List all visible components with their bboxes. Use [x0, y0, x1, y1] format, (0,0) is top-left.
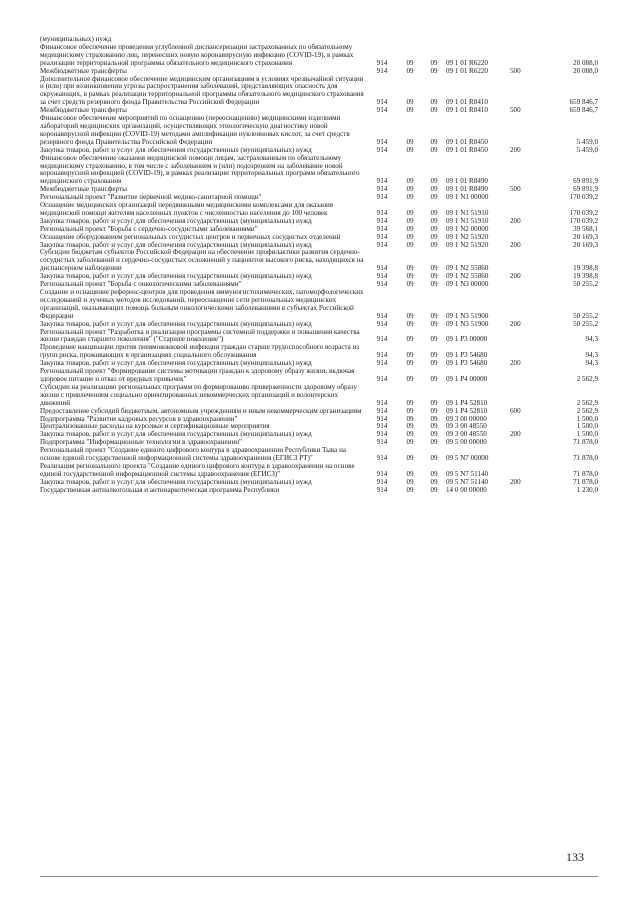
row-ministry-code: 914 — [376, 477, 388, 486]
row-subsection-code: 09 — [430, 374, 438, 383]
row-description: Финансовое обеспечение мероприятий по оснащению (переоснащению) медицинскими изделиями лабораторий медицинских организаций, осуществляющих этиологическую диагностику новой коронавирусной инфекции (COVID-19) методами амплификации нуклеиновых кислот, за счет средств резервного фонда Правительства Российской Федерации — [40, 114, 350, 146]
row-amount: 2 562,9 — [576, 406, 598, 415]
table-row — [40, 344, 598, 360]
table-row — [40, 463, 598, 479]
row-subsection-code: 09 — [430, 430, 438, 439]
page-number: 133 — [566, 850, 584, 864]
row-subsection-code: 09 — [430, 208, 438, 217]
row-subsection-code: 09 — [430, 58, 438, 67]
row-target-article-code: 09 1 01 R8490 — [446, 185, 488, 194]
row-subsection-code: 09 — [430, 311, 438, 320]
row-amount: 20 169,3 — [573, 240, 598, 249]
row-ministry-code: 914 — [376, 374, 388, 383]
row-description: Межбюджетные трансферты — [40, 185, 127, 194]
row-section-code: 09 — [406, 319, 414, 328]
row-ministry-code: 914 — [376, 216, 388, 225]
row-ministry-code: 914 — [376, 398, 388, 407]
row-section-code: 09 — [406, 454, 414, 463]
row-section-code: 09 — [406, 224, 414, 233]
row-subsection-code: 09 — [430, 414, 438, 423]
row-amount: 19 398,8 — [573, 272, 598, 281]
row-section-code: 09 — [406, 66, 414, 75]
row-ministry-code: 914 — [376, 58, 388, 67]
row-amount: 71 878,0 — [573, 438, 598, 447]
row-description: Закупка товаров, работ и услуг для обеспечения государственных (муниципальных) нужд — [40, 240, 312, 249]
row-amount: 69 891,9 — [573, 177, 598, 186]
row-target-article-code: 09 1 N1 51910 — [446, 208, 489, 217]
row-target-article-code: 09 1 01 R8490 — [446, 177, 488, 186]
row-amount: 50 255,2 — [573, 311, 598, 320]
row-section-code: 09 — [406, 177, 414, 186]
row-ministry-code: 914 — [376, 208, 388, 217]
row-subsection-code: 09 — [430, 98, 438, 107]
row-description: Закупка товаров, работ и услуг для обеспечения государственных (муниципальных) нужд — [40, 319, 312, 328]
row-section-code: 09 — [406, 422, 414, 431]
table-row — [40, 155, 598, 187]
row-subsection-code: 09 — [430, 272, 438, 281]
row-expense-type-code: 200 — [510, 319, 521, 328]
row-amount: 1 500,0 — [576, 414, 598, 423]
row-expense-type-code: 200 — [510, 272, 521, 281]
row-section-code: 09 — [406, 264, 414, 273]
row-target-article-code: 09 3 00 48550 — [446, 430, 487, 439]
table-row — [40, 289, 598, 321]
row-subsection-code: 09 — [430, 422, 438, 431]
row-amount: 5 459,0 — [576, 137, 598, 146]
row-ministry-code: 914 — [376, 193, 388, 202]
row-section-code: 09 — [406, 469, 414, 478]
row-target-article-code: 09 1 01 R8450 — [446, 137, 488, 146]
row-expense-type-code — [510, 226, 536, 234]
row-section-code: 09 — [406, 232, 414, 241]
row-amount: 71 878,0 — [573, 477, 598, 486]
row-expense-type-code: 500 — [510, 106, 521, 115]
row-amount: 170 039,2 — [569, 216, 598, 225]
row-section-code: 09 — [406, 272, 414, 281]
row-section-code — [398, 36, 422, 44]
row-ministry-code: 914 — [376, 422, 388, 431]
row-section-code: 09 — [406, 414, 414, 423]
row-subsection-code: 09 — [430, 177, 438, 186]
row-subsection-code: 09 — [430, 137, 438, 146]
row-ministry-code: 914 — [376, 106, 388, 115]
row-expense-type-code — [510, 384, 536, 408]
row-ministry-code: 914 — [376, 264, 388, 273]
row-target-article-code: 09 5 N7 51140 — [446, 477, 489, 486]
row-target-article-code: 09 1 N3 51900 — [446, 311, 489, 320]
row-expense-type-code — [510, 155, 536, 187]
row-description: Региональный проект "Разработка и реализация программы системной поддержки и повышения качества жизни граждан старшего поколения" ("Старшее поколение") — [40, 327, 360, 344]
row-expense-type-code — [510, 202, 536, 218]
row-description: Межбюджетные трансферты — [40, 106, 127, 115]
row-expense-type-code — [510, 115, 536, 147]
row-description: Межбюджетные трансферты — [40, 66, 127, 75]
row-description: Централизованные расходы на курсовые и сертификационные мероприятия — [40, 422, 270, 431]
row-description: Региональный проект "Формирование системы мотивации граждан к здоровому образу жизни, включая здоровое питание и отказ от вредных привычек" — [40, 367, 355, 383]
row-description: Субсидии на реализацию региональных программ по формированию приверженности здоровому образу жизни с привлечением социально ориентированных некоммерческих организаций и волонтерских движений — [40, 382, 357, 407]
row-section-code: 09 — [406, 438, 414, 447]
row-ministry-code: 914 — [376, 438, 388, 447]
row-amount: 71 878,0 — [573, 454, 598, 463]
row-expense-type-code — [510, 249, 536, 273]
row-section-code: 09 — [406, 477, 414, 486]
table-row — [40, 202, 598, 218]
row-target-article-code: 14 0 00 00000 — [446, 485, 487, 494]
row-subsection-code: 09 — [430, 454, 438, 463]
row-description: Региональный проект "Развитие первичной медико-санитарной помощи" — [40, 193, 262, 202]
row-section-code: 09 — [406, 216, 414, 225]
row-amount: 94,3 — [585, 359, 598, 368]
row-description: Реализация регионального проекта "Создание единого цифрового контура в здравоохранении на основе единой государственной информационной системы здравоохранения (ЕГИСЗ)" — [40, 461, 355, 478]
row-description: Закупка товаров, работ и услуг для обеспечения государственных (муниципальных) нужд — [40, 272, 312, 281]
row-target-article-code: 09 1 N2 00000 — [446, 224, 489, 233]
row-description: Предоставление субсидий бюджетным, автономным учреждениям и иным некоммерческим организациям — [40, 406, 362, 415]
row-ministry-code: 914 — [376, 224, 388, 233]
row-amount: 2 562,9 — [576, 398, 598, 407]
row-section-code: 09 — [406, 280, 414, 289]
row-section-code: 09 — [406, 374, 414, 383]
table-row — [40, 76, 598, 108]
row-amount: 1 230,0 — [576, 485, 598, 494]
row-amount: 170 039,2 — [569, 193, 598, 202]
row-description: Оснащение медицинских организаций передвижными медицинскими комплексами для оказания медицинской помощи жителям населенных пунктов с численностью населения до 100 человек — [40, 201, 334, 217]
row-description: Закупка товаров, работ и услуг для обеспечения государственных (муниципальных) нужд — [40, 430, 312, 439]
row-target-article-code: 09 1 N2 55860 — [446, 272, 489, 281]
row-description: Финансовое обеспечение проведения углубленной диспансеризации застрахованных по обязательному медицинскому страхованию лиц, перенесших новую коронавирусную инфекцию (COVID-19), в рамках реализации территориальной программы обязательного медицинского страхования — [40, 42, 354, 67]
row-section-code: 09 — [406, 398, 414, 407]
row-expense-type-code: 200 — [510, 359, 521, 368]
row-expense-type-code — [510, 447, 536, 463]
row-description: Региональный проект "Борьба с сердечно-сосудистыми заболеваниями" — [40, 224, 258, 233]
row-target-article-code: 09 3 00 48550 — [446, 422, 487, 431]
row-ministry-code: 914 — [376, 319, 388, 328]
row-section-code: 09 — [406, 185, 414, 194]
row-expense-type-code — [510, 439, 536, 447]
row-ministry-code: 914 — [376, 232, 388, 241]
row-section-code: 09 — [406, 58, 414, 67]
row-description: Финансовое обеспечение оказания медицинской помощи лицам, застрахованным по обязательному медицинскому страхованию, в том числе с заболеванием и (или) подозрением на заболевание новой коронавирусной инфекцией (COVID-19), в рамках реализации территориальных программ обязательного медицинского страхования — [40, 153, 360, 186]
row-ministry-code: 914 — [376, 430, 388, 439]
budget-table-body — [40, 36, 598, 495]
row-ministry-code: 914 — [376, 406, 388, 415]
row-subsection-code: 09 — [430, 335, 438, 344]
row-ministry-code: 914 — [376, 137, 388, 146]
row-section-code: 09 — [406, 430, 414, 439]
row-amount: 1 500,0 — [576, 422, 598, 431]
row-target-article-code: 09 1 01 R8410 — [446, 106, 488, 115]
row-amount: 5 459,0 — [576, 145, 598, 154]
row-section-code: 09 — [406, 240, 414, 249]
row-amount: 50 255,2 — [573, 280, 598, 289]
row-section-code: 09 — [406, 193, 414, 202]
row-ministry-code: 914 — [376, 414, 388, 423]
row-description: Дополнительное финансовое обеспечение медицинским организациям в условиях чрезвычайной ситуации и (или) при возникновении угрозы распространения заболеваний, представляющих опасность для окружающих, в рамках реализации территориальной программы обязательного медицинского страхования за счет средств резервного фонда Правительства Российской Федерации — [40, 74, 364, 107]
row-ministry-code: 914 — [376, 185, 388, 194]
row-ministry-code: 914 — [376, 98, 388, 107]
row-ministry-code: 914 — [376, 311, 388, 320]
row-amount: 659 846,7 — [569, 98, 598, 107]
row-expense-type-code: 200 — [510, 145, 521, 154]
row-expense-type-code — [510, 194, 536, 202]
row-section-code: 09 — [406, 485, 414, 494]
footer-rule — [40, 876, 598, 877]
row-section-code: 09 — [406, 208, 414, 217]
row-expense-type-code: 500 — [510, 185, 521, 194]
row-amount: 170 039,2 — [569, 208, 598, 217]
row-ministry-code: 914 — [376, 469, 388, 478]
row-amount: 2 562,9 — [576, 374, 598, 383]
row-amount: 94,3 — [585, 351, 598, 360]
row-subsection-code: 09 — [430, 477, 438, 486]
row-subsection-code: 09 — [430, 185, 438, 194]
row-amount: 71 878,0 — [573, 469, 598, 478]
row-amount: 20 169,3 — [573, 232, 598, 241]
row-subsection-code: 09 — [430, 406, 438, 415]
row-amount: 20 088,0 — [573, 66, 598, 75]
row-target-article-code: 09 1 N3 51900 — [446, 319, 489, 328]
row-target-article-code: 09 1 N1 00000 — [446, 193, 489, 202]
row-target-article-code: 09 1 01 R6220 — [446, 58, 488, 67]
row-target-article-code: 09 1 N2 55860 — [446, 264, 489, 273]
row-ministry-code: 914 — [376, 177, 388, 186]
table-row — [40, 44, 598, 68]
row-expense-type-code: 600 — [510, 406, 521, 415]
row-target-article-code: 09 1 P3 00000 — [446, 335, 488, 344]
row-subsection-code: 09 — [430, 66, 438, 75]
row-ministry-code: 914 — [376, 145, 388, 154]
row-expense-type-code — [510, 329, 536, 345]
row-amount: 50 255,2 — [573, 319, 598, 328]
row-target-article-code: 09 1 01 R8450 — [446, 145, 488, 154]
row-amount: 94,3 — [585, 335, 598, 344]
row-section-code: 09 — [406, 145, 414, 154]
row-target-article-code: 09 5 00 00000 — [446, 438, 487, 447]
row-amount: 19 398,8 — [573, 264, 598, 273]
row-subsection-code: 09 — [430, 145, 438, 154]
row-description: Подпрограмма "Информационные технологии в здравоохранении" — [40, 438, 242, 447]
row-amount: 1 500,0 — [576, 430, 598, 439]
row-expense-type-code: 500 — [510, 66, 521, 75]
row-expense-type-code: 200 — [510, 430, 521, 439]
row-subsection-code: 09 — [430, 232, 438, 241]
row-description: Государственная антиалкогольная и антинаркотическая программа Республики — [40, 485, 280, 494]
row-subsection-code: 09 — [430, 469, 438, 478]
row-section-code: 09 — [406, 106, 414, 115]
row-description: Закупка товаров, работ и услуг для обеспечения государственных (муниципальных) нужд — [40, 145, 312, 154]
row-expense-type-code — [510, 416, 536, 424]
row-description: Создание и оснащение референс-центров для проведения иммуногистохимических, патоморфологических исследований и лучевых методов исследований, переоснащение сети региональных медицинских организаций, оказывающих помощь больным онкологическими заболеваниями в субъектах Российской Федерации — [40, 288, 364, 320]
row-description: Региональный проект "Борьба с онкологическими заболеваниями" — [40, 280, 242, 289]
row-expense-type-code — [510, 463, 536, 479]
row-ministry-code: 914 — [376, 66, 388, 75]
row-ministry-code: 914 — [376, 335, 388, 344]
row-subsection-code: 09 — [430, 193, 438, 202]
row-expense-type-code — [510, 289, 536, 321]
budget-table — [40, 36, 598, 495]
row-section-code: 09 — [406, 98, 414, 107]
row-amount: 69 891,9 — [573, 185, 598, 194]
row-target-article-code: 09 1 P3 54680 — [446, 359, 488, 368]
row-section-code: 09 — [406, 311, 414, 320]
row-subsection-code: 09 — [430, 216, 438, 225]
row-section-code: 09 — [406, 351, 414, 360]
row-subsection-code: 09 — [430, 398, 438, 407]
row-description: (муниципальных) нужд — [40, 35, 112, 43]
table-row — [40, 487, 598, 495]
row-target-article-code: 09 1 P4 52810 — [446, 398, 488, 407]
row-target-article-code: 09 1 N2 51920 — [446, 240, 489, 249]
table-row — [40, 249, 598, 273]
row-amount: 20 088,0 — [573, 58, 598, 67]
row-subsection-code: 09 — [430, 106, 438, 115]
row-expense-type-code — [510, 344, 536, 360]
row-target-article-code: 09 1 P4 52810 — [446, 406, 488, 415]
row-expense-type-code — [510, 487, 536, 495]
row-subsection-code: 09 — [430, 438, 438, 447]
row-target-article-code: 09 5 N7 51140 — [446, 469, 489, 478]
row-target-article-code: 09 1 N2 51920 — [446, 232, 489, 241]
row-target-article-code: 09 1 N1 51910 — [446, 216, 489, 225]
row-ministry-code: 914 — [376, 280, 388, 289]
row-subsection-code: 09 — [430, 240, 438, 249]
row-ministry-code: 914 — [376, 359, 388, 368]
row-ministry-code: 914 — [376, 351, 388, 360]
row-section-code: 09 — [406, 359, 414, 368]
row-ministry-code: 914 — [376, 240, 388, 249]
row-expense-type-code — [510, 368, 536, 384]
table-row — [40, 368, 598, 384]
row-subsection-code: 09 — [430, 264, 438, 273]
row-expense-type-code — [510, 44, 536, 68]
row-target-article-code: 09 1 01 R6220 — [446, 66, 488, 75]
row-target-article-code: 09 5 N7 00000 — [446, 454, 489, 463]
row-ministry-code: 914 — [376, 454, 388, 463]
row-section-code: 09 — [406, 406, 414, 415]
row-subsection-code: 09 — [430, 319, 438, 328]
row-ministry-code: 914 — [376, 272, 388, 281]
row-subsection-code: 09 — [430, 485, 438, 494]
row-ministry-code: 914 — [376, 485, 388, 494]
row-subsection-code: 09 — [430, 280, 438, 289]
row-expense-type-code: 200 — [510, 240, 521, 249]
row-description: Закупка товаров, работ и услуг для обеспечения государственных (муниципальных) нужд — [40, 359, 312, 368]
row-description: Оснащение оборудованием региональных сосудистых центров и первичных сосудистых отделений — [40, 232, 341, 241]
row-description: Региональный проект "Создание единого цифрового контура в здравоохранении Республики Тыва на основе единой государственной информационной системы здравоохранения (ЕГИСЗ РТ)" — [40, 446, 347, 463]
row-description: Закупка товаров, работ и услуг для обеспечения государственных (муниципальных) нужд — [40, 477, 312, 486]
row-section-code: 09 — [406, 137, 414, 146]
row-target-article-code: 09 1 01 R8410 — [446, 98, 488, 107]
row-expense-type-code — [510, 36, 536, 44]
row-target-article-code: 09 3 00 00000 — [446, 414, 487, 423]
row-amount: 659 846,7 — [569, 106, 598, 115]
row-amount: 39 568,1 — [573, 224, 598, 233]
row-expense-type-code — [510, 281, 536, 289]
table-row — [40, 329, 598, 345]
row-subsection-code: 09 — [430, 359, 438, 368]
row-subsection-code: 09 — [430, 224, 438, 233]
row-expense-type-code: 200 — [510, 477, 521, 486]
row-target-article-code — [446, 36, 510, 44]
row-target-article-code: 09 1 N3 00000 — [446, 280, 489, 289]
row-subsection-code: 09 — [430, 351, 438, 360]
table-row — [40, 447, 598, 463]
row-description: Подпрограмма "Развитие кадровых ресурсов в здравоохранении" — [40, 414, 238, 423]
row-description: Субсидии бюджетам субъектов Российской Федерации на обеспечение профилактики развития сердечно-сосудистых заболеваний и сердечно-сосудистых осложнений у пациентов высокого риска, находящихся на диспансерном наблюдении — [40, 248, 364, 273]
row-target-article-code: 09 1 P4 00000 — [446, 374, 488, 383]
row-amount — [536, 36, 598, 44]
table-row — [40, 115, 598, 147]
table-row — [40, 384, 598, 408]
row-description: Проведение вакцинации против пневмококковой инфекции граждан старше трудоспособного возраста из групп риска, проживающих в организациях социального обслуживания — [40, 343, 360, 360]
row-target-article-code: 09 1 P3 54680 — [446, 351, 488, 360]
row-expense-type-code: 200 — [510, 216, 521, 225]
row-expense-type-code — [510, 76, 536, 108]
row-subsection-code — [422, 36, 446, 44]
row-description: Закупка товаров, работ и услуг для обеспечения государственных (муниципальных) нужд — [40, 216, 312, 225]
row-ministry-code — [366, 36, 398, 44]
row-section-code: 09 — [406, 335, 414, 344]
